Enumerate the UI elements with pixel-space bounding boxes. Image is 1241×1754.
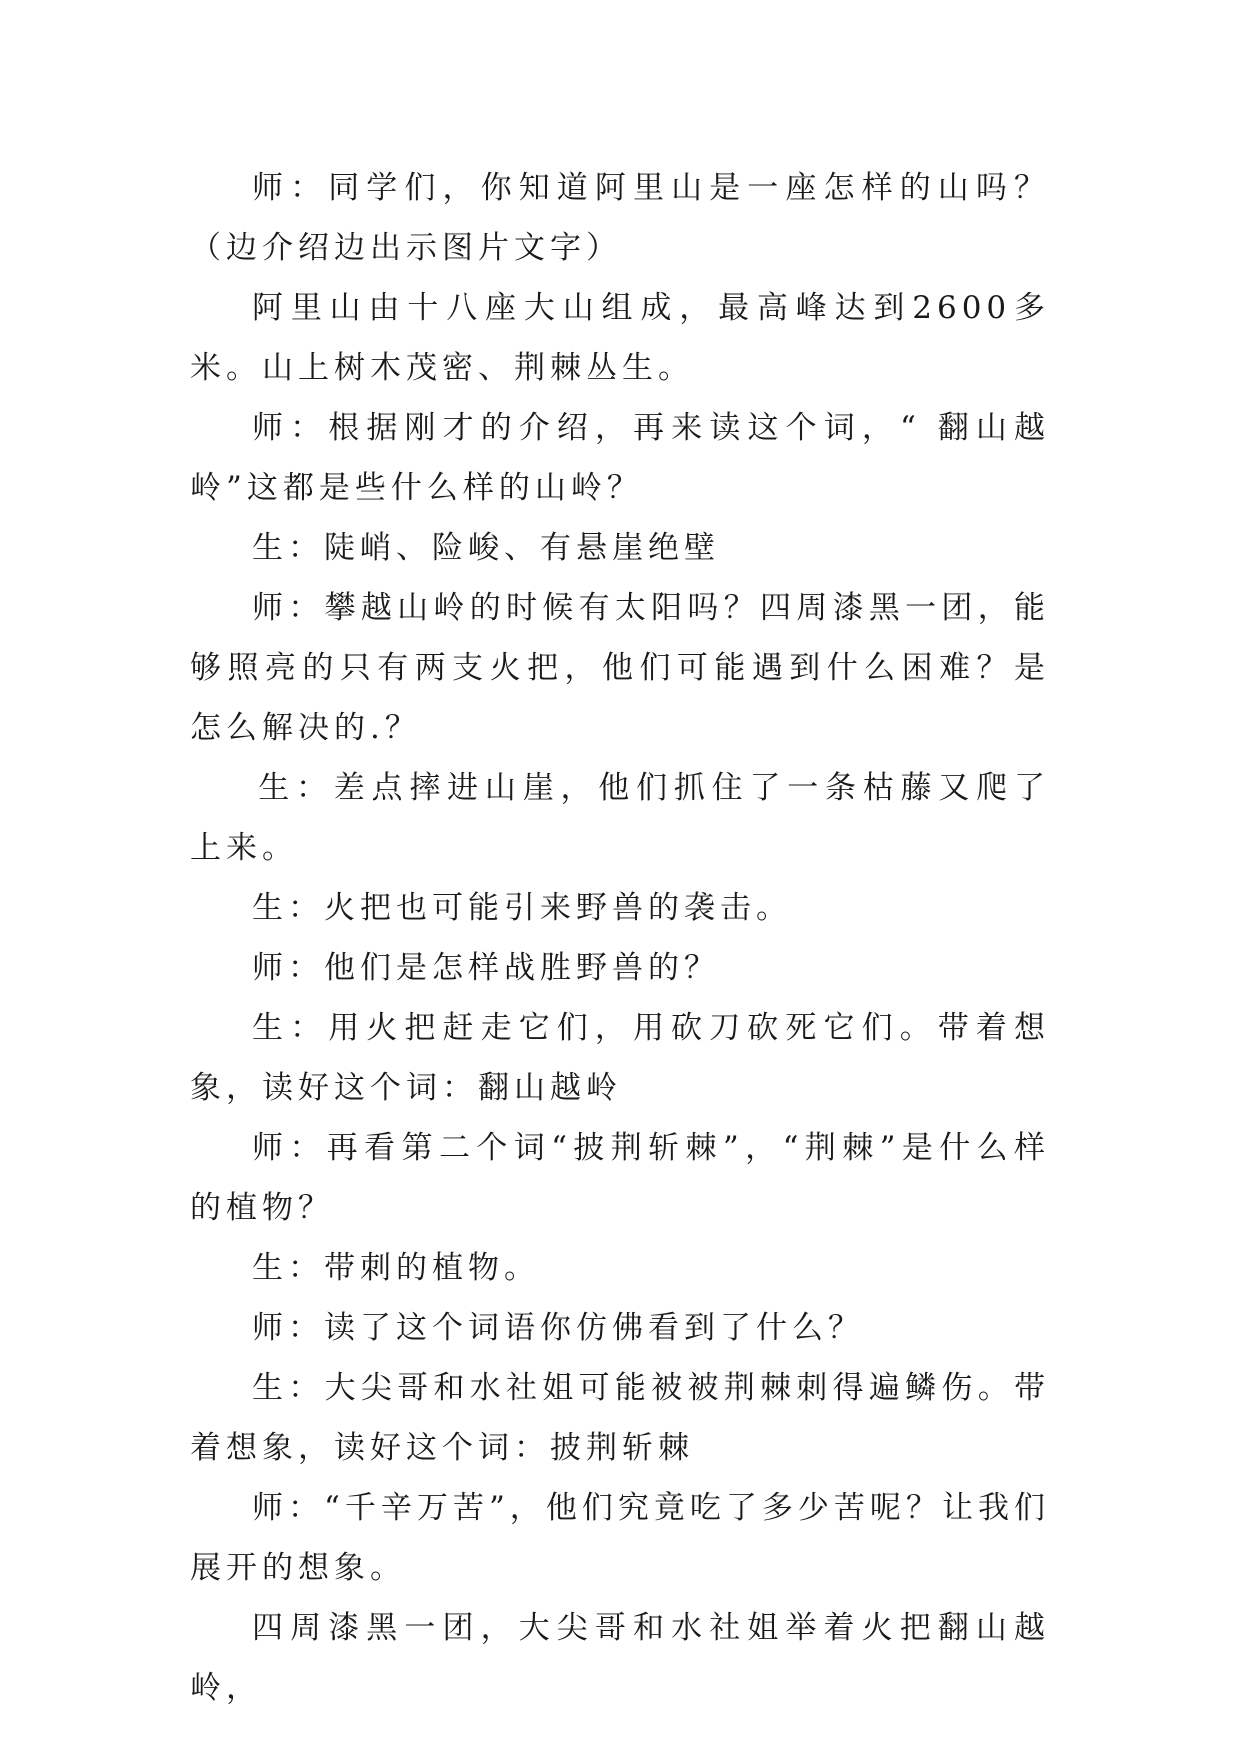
paragraph-student-answer-torch: 生：用火把赶走它们，用砍刀砍死它们。带着想象，读好这个词：翻山越岭 <box>190 1010 1050 1106</box>
paragraph-teacher-imagine-question: 师：读了这个词语你仿佛看到了什么？ <box>252 1310 864 1346</box>
paragraph-student-answer-thorny-plants: 生：带刺的植物。 <box>252 1250 540 1286</box>
paragraph-alishan-description: 阿里山由十八座大山组成，最高峰达到2600多米。山上树木茂密、荆棘丛生。 <box>190 290 1050 386</box>
paragraph-teacher-beasts-question: 师：他们是怎样战胜野兽的？ <box>252 950 720 986</box>
paragraph-teacher-mountain-question: 师：根据刚才的介绍，再来读这个词，“ 翻山越岭”这都是些什么样的山岭？ <box>190 410 1050 506</box>
paragraph-teacher-difficulty-question: 师：攀越山岭的时候有太阳吗？四周漆黑一团，能够照亮的只有两支火把，他们可能遇到什么困难？是怎么解决的.？ <box>190 590 1050 746</box>
paragraph-narrative-dark-night: 四周漆黑一团，大尖哥和水社姐举着火把翻山越岭， <box>190 1610 1050 1706</box>
document-body <box>190 158 1050 1718</box>
paragraph-student-answer-steep: 生：陡峭、险峻、有悬崖绝壁 <box>252 530 720 566</box>
paragraph-student-answer-cliff: 生：差点摔进山崖，他们抓住了一条枯藤又爬了上来。 <box>190 770 1050 866</box>
paragraph-student-answer-beasts: 生：火把也可能引来野兽的袭击。 <box>252 890 792 926</box>
paragraph-student-answer-wounds: 生：大尖哥和水社姐可能被被荆棘刺得遍鳞伤。带着想象，读好这个词：披荆斩棘 <box>190 1370 1050 1466</box>
paragraph-teacher-question-alishan: 师：同学们，你知道阿里山是一座怎样的山吗？（边介绍边出示图片文字） <box>190 170 1050 266</box>
paragraph-teacher-hardship-question: 师：“千辛万苦”，他们究竟吃了多少苦呢？让我们展开的想象。 <box>190 1490 1050 1586</box>
paragraph-teacher-thorns-question: 师：再看第二个词“披荆斩棘”，“荆棘”是什么样的植物？ <box>190 1130 1050 1226</box>
